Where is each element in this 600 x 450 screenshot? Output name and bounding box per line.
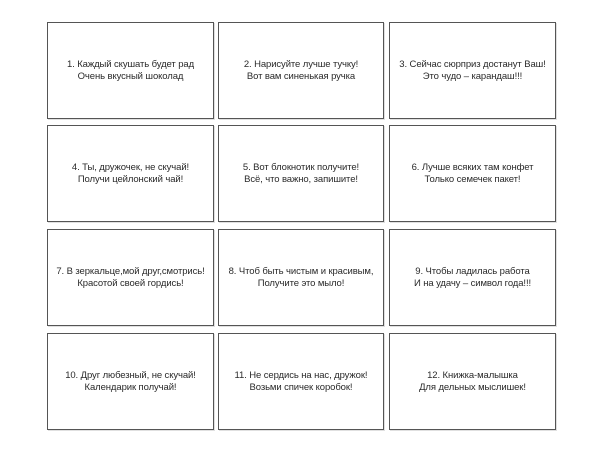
card-11-text: 11. Не сердись на нас, дружок! Возьми спичек коробок! — [234, 369, 368, 393]
card-2 — [218, 22, 384, 119]
card-9 — [389, 229, 556, 326]
card-9-text: 9. Чтобы ладилась работа И на удачу – символ года!!! — [413, 265, 532, 289]
card-5 — [218, 125, 384, 222]
card-8 — [218, 229, 384, 326]
card-2-text: 2. Нарисуйте лучше тучку! Вот вам синенькая ручка — [243, 58, 359, 82]
card-4-text: 4. Ты, дружочек, не скучай! Получи цейлонский чай! — [71, 161, 190, 185]
card-3 — [389, 22, 556, 119]
card-3-text: 3. Сейчас сюрприз достанут Ваш! Это чудо – карандаш!!! — [399, 58, 546, 82]
card-4 — [47, 125, 214, 222]
card-7-text: 7. В зеркальце,мой друг,смотрись! Красотой своей гордись! — [56, 265, 205, 289]
card-1-text: 1. Каждый скушать будет рад Очень вкусный шоколад — [66, 58, 195, 82]
card-12-text: 12. Книжка-малышка Для дельных мыслишек! — [419, 369, 526, 393]
card-1 — [47, 22, 214, 119]
card-7 — [47, 229, 214, 326]
card-10-text: 10. Друг любезный, не скучай! Календарик получай! — [65, 369, 196, 393]
card-10 — [47, 333, 214, 430]
card-6 — [389, 125, 556, 222]
card-5-text: 5. Вот блокнотик получите! Всё, что важно, запишите! — [242, 161, 360, 185]
card-8-text: 8. Чтоб быть чистым и красивым, Получите это мыло! — [228, 265, 374, 289]
card-12 — [389, 333, 556, 430]
card-6-text: 6. Лучше всяких там конфет Только семечек пакет! — [411, 161, 534, 185]
card-11 — [218, 333, 384, 430]
